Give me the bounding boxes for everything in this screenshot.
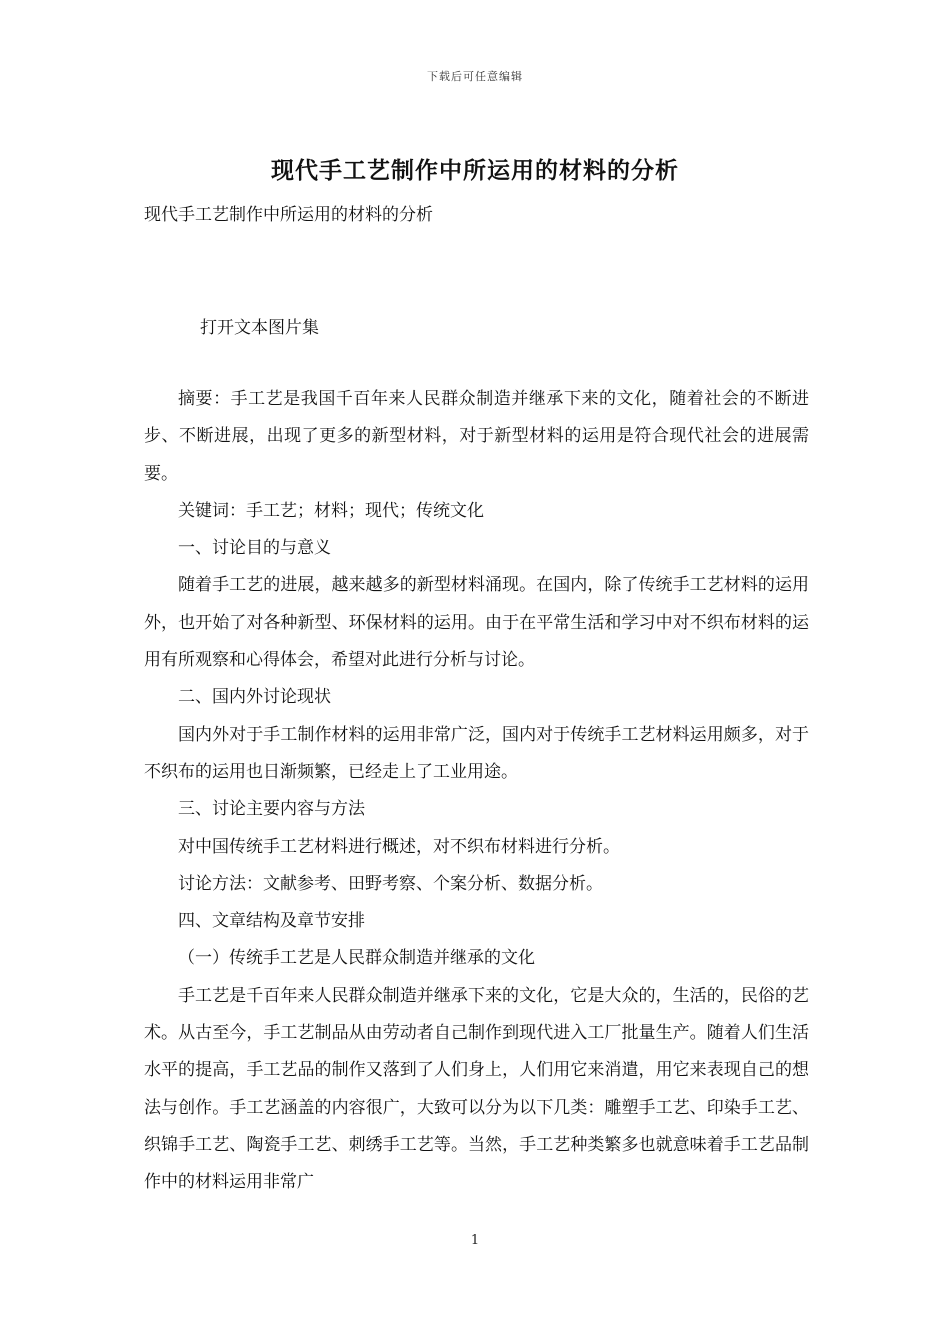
document-title: 现代手工艺制作中所运用的材料的分析 [271, 157, 679, 184]
body-paragraph: 国内外对于手工制作材料的运用非常广泛，国内对于传统手工艺材料运用颇多，对于不织布的运用也日渐频繁，已经走上了工业用途。 [144, 724, 809, 782]
keywords-paragraph: 关键词：手工艺；材料；现代；传统文化 [178, 500, 484, 521]
body-paragraph: 手工艺是千百年来人民群众制造并继承下来的文化，它是大众的，生活的，民俗的艺术。从古至今，手工艺制品从由劳动者自己制作到现代进入工厂批量生产。随着人们生活水平的提高，手工艺品的制作又落到了人们身上，人们用它来消遣，用它来表现自己的想法与创作。手工艺涵盖的内容很广，大致可以分为以下几类：雕塑手工艺、印染手工艺、织锦手工艺、陶瓷手工艺、刺绣手工艺等。当然，手工艺种类繁多也就意味着手工艺品制作中的材料运用非常广 [144, 985, 809, 1193]
body-paragraph: 随着手工艺的进展，越来越多的新型材料涌现。在国内，除了传统手工艺材料的运用外，也开始了对各种新型、环保材料的运用。由于在平常生活和学习中对不织布材料的运用有所观察和心得体会，希望对此进行分析与讨论。 [144, 575, 809, 671]
section-heading-2: 二、国内外讨论现状 [178, 687, 331, 708]
document-subtitle: 现代手工艺制作中所运用的材料的分析 [144, 205, 433, 225]
header-note: 下载后可任意编辑 [427, 70, 523, 83]
body-paragraph: 讨论方法：文献参考、田野考察、个案分析、数据分析。 [178, 873, 603, 894]
section-heading-1: 一、讨论目的与意义 [178, 538, 331, 559]
section-heading-3: 三、讨论主要内容与方法 [178, 799, 365, 820]
section-heading-4: 四、文章结构及章节安排 [178, 911, 365, 932]
open-image-gallery-link[interactable]: 打开文本图片集 [200, 318, 319, 338]
abstract-paragraph: 摘要：手工艺是我国千百年来人民群众制造并继承下来的文化，随着社会的不断进步、不断进展，出现了更多的新型材料，对于新型材料的运用是符合现代社会的进展需要。 [144, 389, 809, 484]
body-paragraph: 对中国传统手工艺材料进行概述，对不织布材料进行分析。 [178, 836, 620, 857]
page-number: 1 [470, 1233, 480, 1248]
document-body [144, 381, 809, 1202]
subsection-heading-1: （一）传统手工艺是人民群众制造并继承的文化 [178, 948, 535, 969]
